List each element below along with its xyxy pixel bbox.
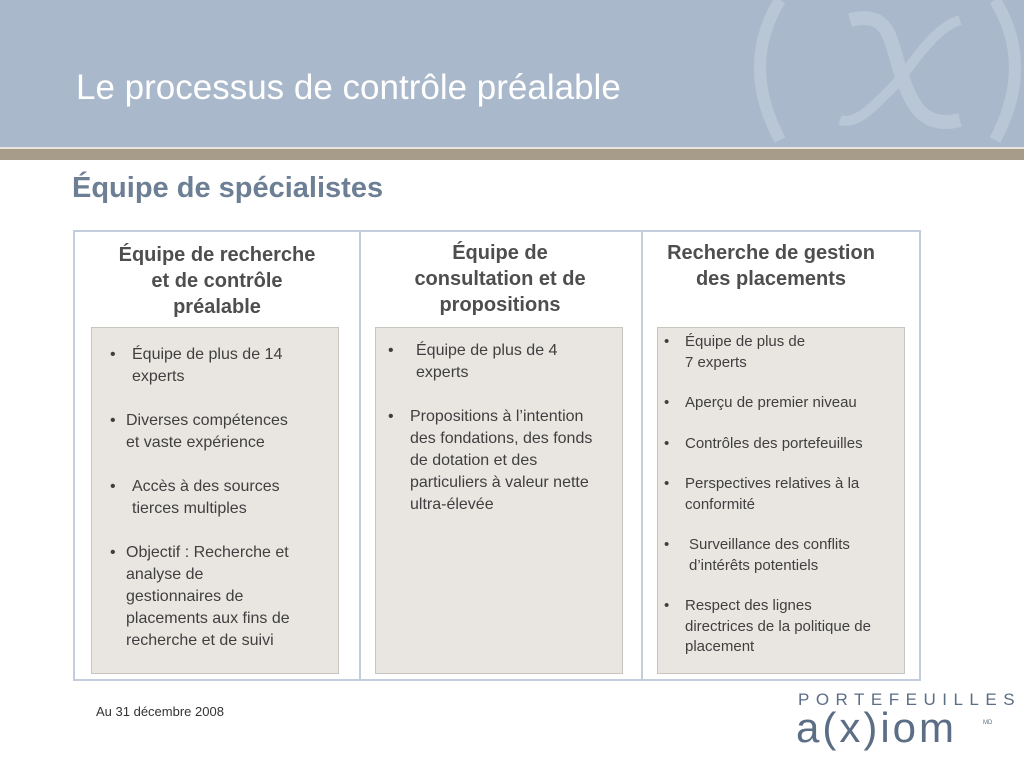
list-item (92, 410, 338, 454)
list-item (658, 393, 904, 414)
list-item (658, 434, 904, 455)
bullet-line: et vaste expérience (126, 434, 265, 451)
column-title-recherche (85, 242, 349, 320)
bullet-icon: • (110, 412, 116, 429)
bullet-line: Accès à des sources (132, 478, 280, 495)
axiom-logo (796, 690, 1022, 756)
bullet-icon: • (110, 544, 116, 561)
list-item (92, 542, 338, 652)
bullet-line: Aperçu de premier niveau (685, 394, 857, 411)
bullet-line: ultra-élevée (410, 496, 494, 513)
logo-trademark: MD (983, 720, 993, 726)
bullet-line: particuliers à valeur nette (410, 474, 589, 491)
column-title-consultation (367, 240, 633, 318)
column-divider (641, 232, 643, 679)
bullet-line: Respect des lignes (685, 597, 812, 614)
bullet-icon: • (664, 475, 670, 492)
column-title-line: Recherche de gestion (667, 242, 875, 264)
bullet-line: experts (416, 364, 469, 381)
bullet-line: Propositions à l’intention (410, 408, 584, 425)
bullet-line: Diverses compétences (126, 412, 288, 429)
column-divider (359, 232, 361, 679)
column-box-consultation (375, 327, 623, 674)
list-item (658, 596, 904, 658)
list-item (92, 476, 338, 520)
bullet-icon: • (664, 434, 670, 452)
bullet-icon: • (664, 333, 670, 350)
bullet-line: analyse de (126, 566, 204, 583)
column-title-line: Équipe de (452, 242, 548, 264)
logo-bottom-text: a(x)iom (796, 704, 958, 751)
column-box-recherche (91, 327, 339, 674)
list-item (92, 344, 338, 388)
column-title-gestion (649, 240, 893, 292)
column-title-line: Équipe de recherche (118, 244, 316, 266)
bullet-icon: • (388, 408, 394, 425)
column-title-line: consultation et de (414, 268, 586, 290)
list-item (658, 332, 904, 373)
bullet-line: conformité (685, 495, 756, 513)
column-title-line: et de contrôle (151, 270, 283, 292)
bullet-list (92, 344, 338, 652)
bullet-line: Équipe de plus de 4 (416, 342, 558, 359)
section-title: Équipe de spécialistes (72, 172, 384, 204)
bullet-line: 7 experts (685, 353, 747, 371)
logo-top-text: PORTEFEUILLES (798, 690, 1022, 709)
bullet-line: Objectif : Recherche et (126, 544, 289, 561)
bullet-icon: • (664, 597, 670, 614)
bullet-line: d’intérêts potentiels (689, 556, 819, 574)
bullet-icon: • (664, 394, 670, 411)
date-note: Au 31 décembre 2008 (96, 704, 224, 719)
bullet-line: directrices de la politique de (685, 617, 871, 635)
axiom-watermark-icon (740, 0, 1024, 147)
bullet-line: Surveillance des conflits (689, 536, 850, 553)
bullet-line: gestionnaires de (126, 588, 244, 605)
slide-title: Le processus de contrôle préalable (76, 68, 621, 107)
header-divider-tan (0, 149, 1024, 160)
header-banner (0, 0, 1024, 147)
column-title-line: des placements (695, 268, 847, 290)
bullet-line: des fondations, des fonds (410, 430, 593, 447)
list-item (376, 340, 622, 384)
bullet-line: tierces multiples (132, 500, 247, 517)
column-title-line: propositions (439, 294, 561, 316)
bullet-list (658, 332, 904, 658)
column-box-gestion (657, 327, 905, 674)
bullet-icon: • (664, 536, 670, 553)
list-item (376, 406, 622, 516)
bullet-line: placement (685, 638, 755, 655)
list-item (658, 535, 904, 576)
bullet-list (376, 340, 622, 516)
bullet-line: placements aux fins de (126, 610, 290, 627)
bullet-line: Équipe de plus de 14 (132, 346, 283, 363)
bullet-icon: • (388, 342, 394, 359)
list-item (658, 474, 904, 515)
bullet-icon: • (110, 346, 116, 363)
bullet-line: Équipe de plus de (685, 333, 806, 350)
bullet-line: recherche et de suivi (126, 632, 274, 649)
bullet-line: Perspectives relatives à la (685, 475, 860, 492)
bullet-line: de dotation et des (410, 452, 538, 469)
column-title-line: préalable (173, 296, 261, 318)
bullet-line: Contrôles des portefeuilles (685, 434, 863, 452)
bullet-icon: • (110, 478, 116, 495)
columns-frame (73, 230, 921, 681)
bullet-line: experts (132, 368, 185, 385)
